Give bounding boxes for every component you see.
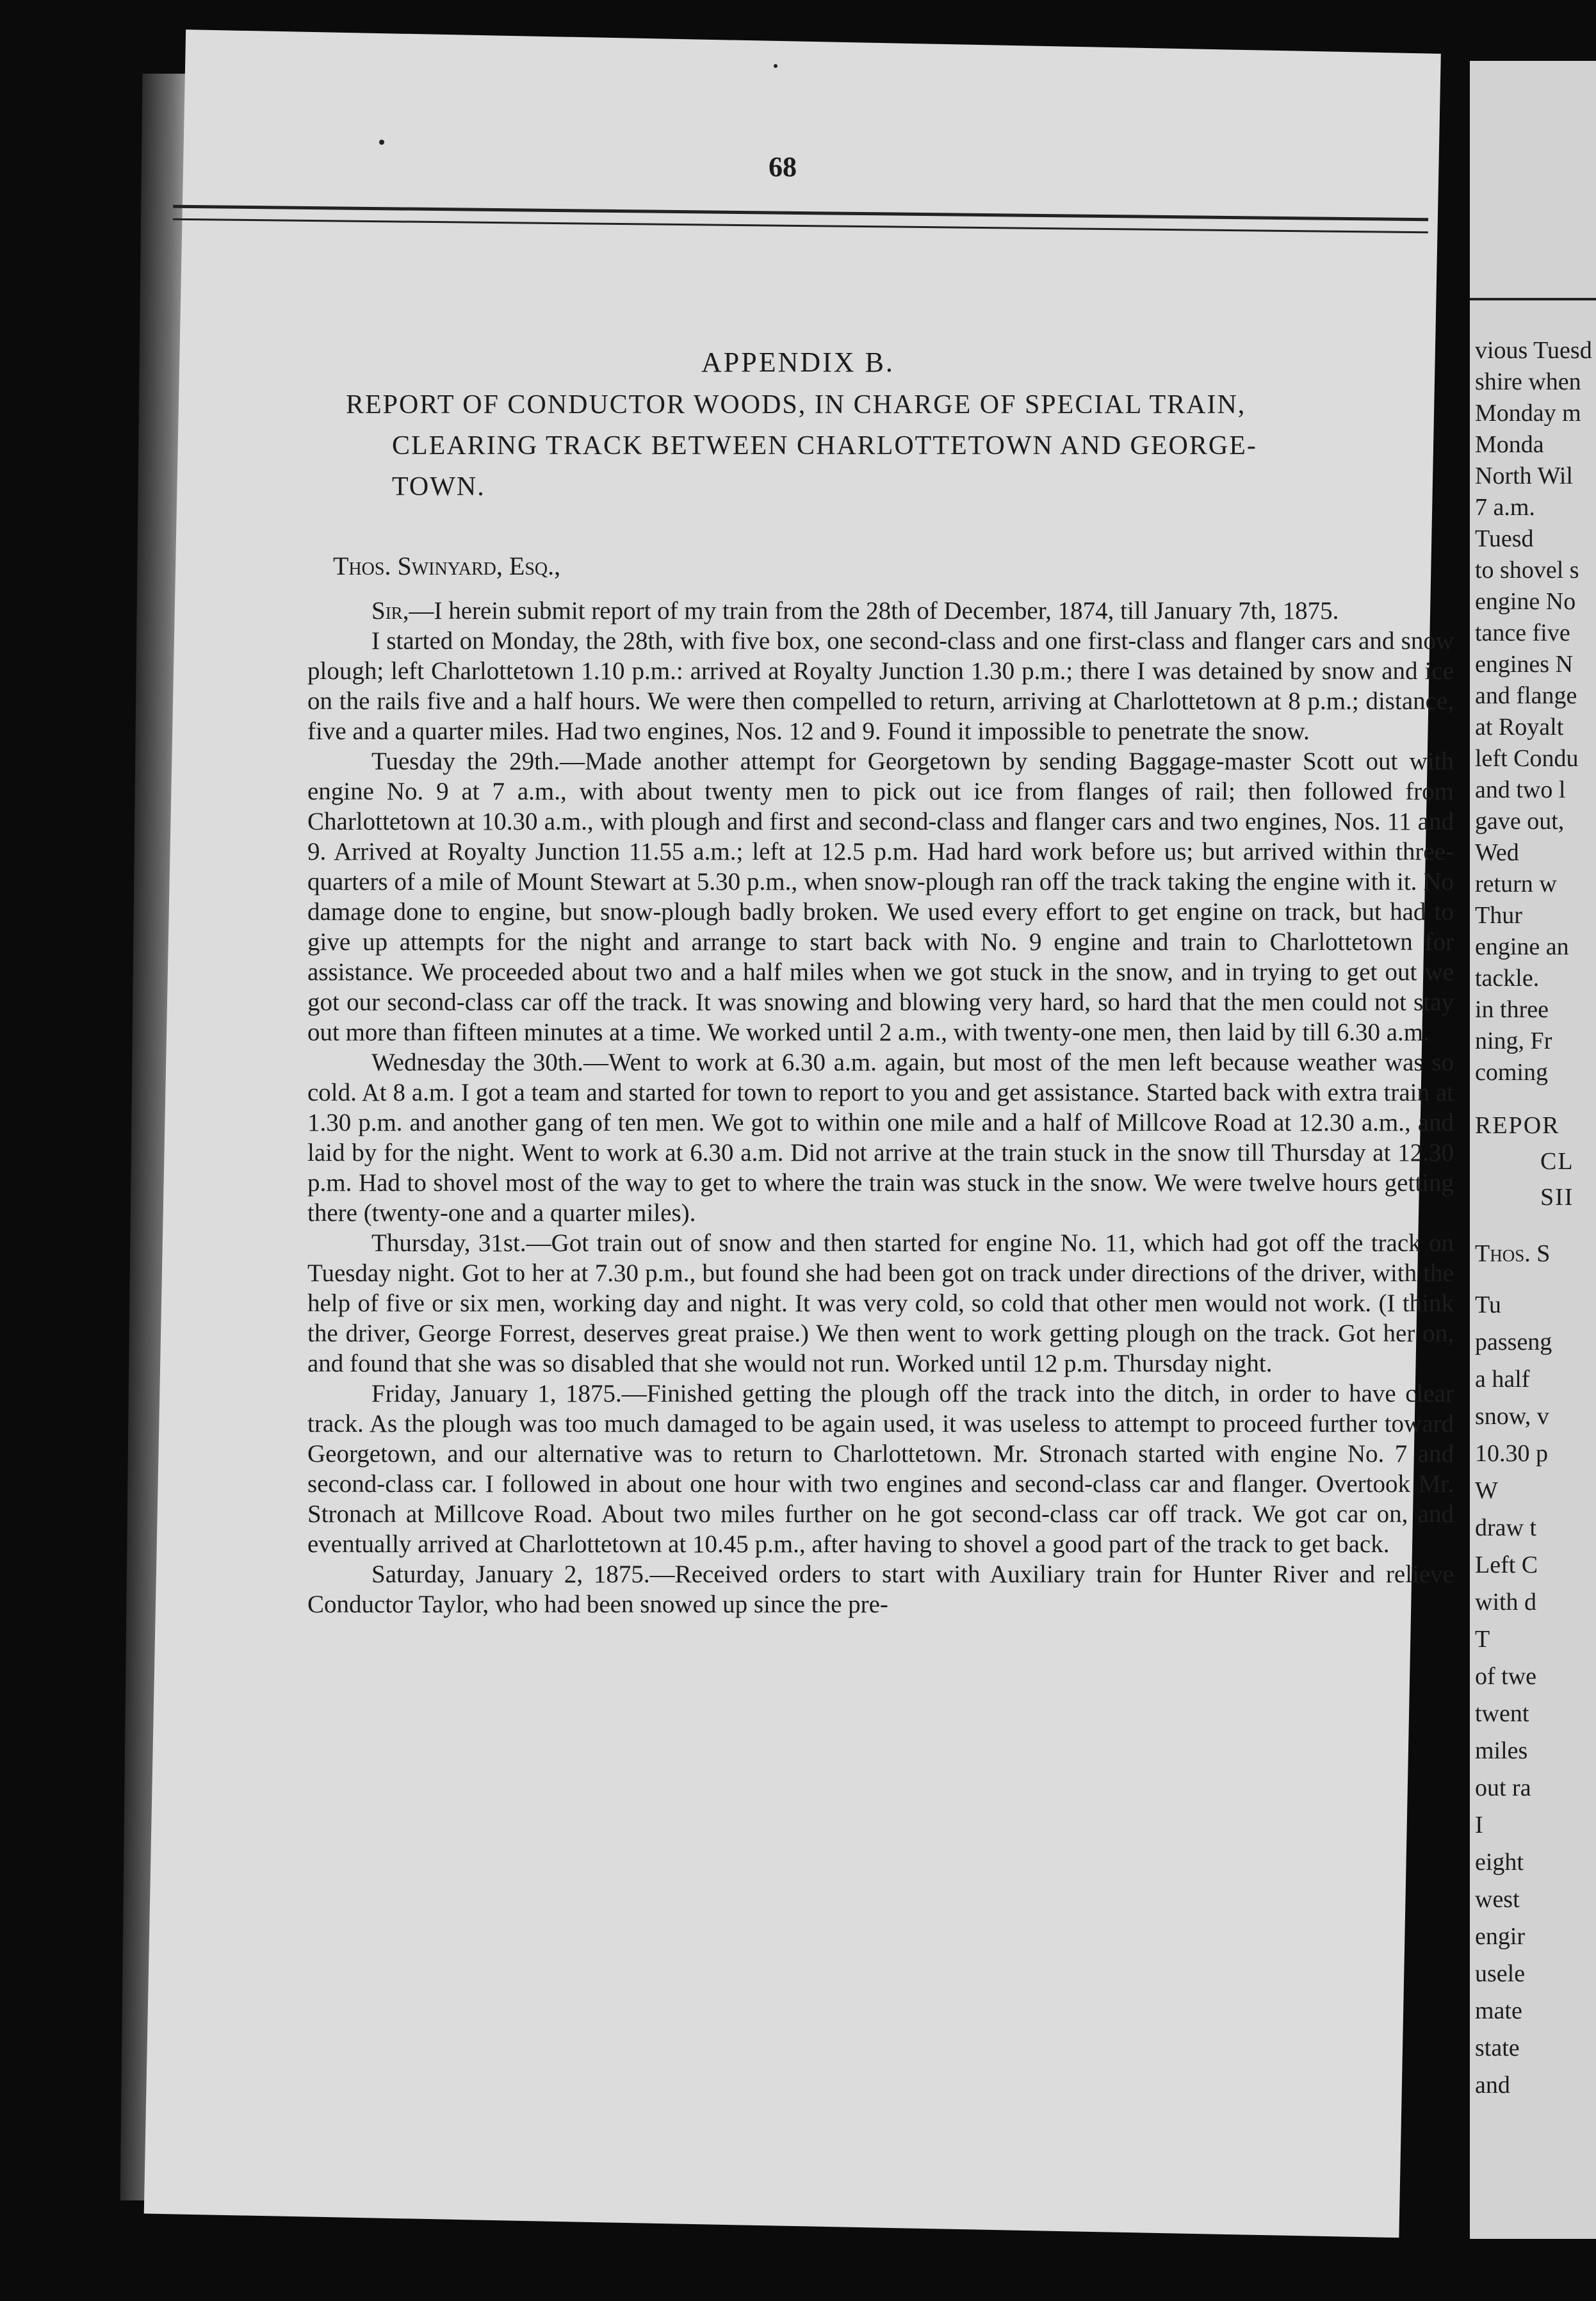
facing-page-line: mate	[1475, 1997, 1522, 2024]
paragraph-text: —I herein submit report of my train from the 28th of December, 1874, till January 7th, 1875.	[409, 597, 1339, 625]
facing-page-line: miles	[1475, 1737, 1528, 1764]
facing-page-line: North Wil	[1475, 463, 1573, 489]
facing-page-line: I	[1475, 1812, 1483, 1838]
page-number: 68	[769, 151, 797, 183]
appendix-heading: APPENDIX B.	[701, 347, 895, 378]
paragraph	[307, 1379, 1454, 1559]
facing-page-line: tance five	[1475, 619, 1570, 646]
report-title-line: CLEARING TRACK BETWEEN CHARLOTTETOWN AND GEORGE-	[392, 431, 1257, 461]
facing-page-line: and	[1475, 2072, 1510, 2099]
facing-page-line: and two l	[1475, 776, 1566, 803]
facing-page-line: with d	[1475, 1589, 1537, 1616]
paragraph	[307, 746, 1454, 1047]
facing-page-line: coming	[1475, 1059, 1548, 1086]
paragraph-lead: Sir,	[371, 597, 409, 625]
facing-page-line: engines N	[1475, 651, 1574, 678]
report-title-line: TOWN.	[392, 472, 485, 502]
facing-page-line: vious Tuesd	[1475, 337, 1592, 364]
facing-page-line: Left C	[1475, 1552, 1538, 1578]
paragraph	[307, 626, 1454, 746]
report-title-line: REPORT OF CONDUCTOR WOODS, IN CHARGE OF SPECIAL TRAIN,	[346, 390, 1246, 420]
facing-page-line: Monday m	[1475, 400, 1581, 427]
facing-page-rule	[1470, 298, 1596, 307]
facing-page	[1470, 61, 1596, 2239]
facing-page-line: return w	[1475, 871, 1557, 897]
facing-page-line: Monda	[1475, 431, 1544, 458]
facing-page-line: and flange	[1475, 682, 1577, 709]
paragraph-text: Wednesday the 30th.—Went to work at 6.30 a.m. again, but most of the men left because weather was so cold. At 8 a.m. I got a team and started for town to report to you and get assistance. Started back with extra train at 1.30 p.m. and another gang of ten men. We got to within one mile and a half of Millcove Road at 12.30 a.m., and laid by for the night. Went to work at 6.30 a.m. Did not arrive at the train stuck in the snow till Thursday at 12.30 p.m. Had to shovel most of the way to get to where the train was stuck in the snow. We were twelve hours getting there (twenty-one and a quarter miles).	[307, 1049, 1454, 1227]
facing-page-line: usele	[1475, 1960, 1526, 1987]
paragraph-text: Thursday, 31st.—Got train out of snow and then started for engine No. 11, which had got off the track on Tuesday night. Got to her at 7.30 p.m., but found she had been got on track under directions of the driver, with the help of five or six men, working day and night. It was very cold, so cold that other men would not work. (I think the driver, George Forrest, deserves great praise.) We then went to work getting plough on the track. Got her on, and found that she was so disabled that she would not run. Worked until 12 p.m. Thursday night.	[307, 1229, 1454, 1377]
salutation: Thos. Swinyard, Esq.,	[333, 552, 561, 580]
facing-page-line: ning, Fr	[1475, 1028, 1552, 1054]
facing-page-line: state	[1475, 2035, 1520, 2061]
facing-page-line: shire when	[1475, 368, 1581, 395]
paragraph-text: Friday, January 1, 1875.—Finished getting the plough off the track into the ditch, in order to have clear track. As the plough was too much damaged to be again used, it was useless to attempt to proceed further toward Georgetown, and our alternative was to return to Charlottetown. Mr. Stronach started with engine No. 7 and second-class car. I followed in about one hour with two engines and second-class car and flanger. Overtook Mr. Stronach at Millcove Road. About two miles further on he got second-class car off track. We got car on, and eventually arrived at Charlottetown at 10.45 p.m., after having to shovel a good part of the track to get back.	[307, 1380, 1454, 1558]
facing-page-line: snow, v	[1475, 1403, 1549, 1430]
facing-page-line: W	[1475, 1477, 1498, 1504]
facing-page-line: passeng	[1475, 1329, 1552, 1355]
paragraph	[307, 596, 1454, 626]
facing-page-line: in three	[1475, 996, 1549, 1023]
facing-page-line: out ra	[1475, 1774, 1531, 1801]
paragraph-text: Saturday, January 2, 1875.—Received orders to start with Auxiliary train for Hunter River and relieve Conductor Taylor, who had been snowed up since the pre-	[307, 1560, 1454, 1618]
report-body	[307, 596, 1454, 1619]
facing-page-line: Tu	[1475, 1291, 1501, 1318]
facing-page-line: eight	[1475, 1849, 1524, 1876]
paragraph	[307, 1559, 1454, 1619]
facing-heading-line: SII	[1540, 1184, 1574, 1211]
report-title	[346, 384, 1454, 507]
facing-page-line: west	[1475, 1886, 1520, 1913]
facing-page-line: a half	[1475, 1366, 1530, 1393]
facing-page-line: twent	[1475, 1700, 1529, 1727]
paragraph-text: I started on Monday, the 28th, with five box, one second-class and one first-class and flanger cars and snow plough; left Charlottetown 1.10 p.m.: arrived at Royalty Junction 1.30 p.m.; there I was detained by snow and ice on the rails five and a half hours. We were then compelled to return, arriving at Charlottetown at 8 p.m.; distance, five and a quarter miles. Had two engines, Nos. 12 and 9. Found it impossible to penetrate the snow.	[307, 627, 1454, 745]
paragraph	[307, 1228, 1454, 1379]
facing-page-line: engine No	[1475, 588, 1576, 615]
facing-page-line: engir	[1475, 1923, 1526, 1950]
scan-speck	[379, 140, 384, 145]
facing-heading-line: CL	[1540, 1148, 1574, 1175]
facing-page-line: left Condu	[1475, 745, 1579, 772]
facing-page-line: 7 a.m.	[1475, 494, 1535, 521]
facing-page-line: draw t	[1475, 1514, 1537, 1541]
paragraph	[307, 1047, 1454, 1228]
paragraph-text: Tuesday the 29th.—Made another attempt for Georgetown by sending Baggage-master Scott out with engine No. 9 at 7 a.m., with about twenty men to pick out ice from flanges of rail; then followed from Charlottetown at 10.30 a.m., with plough and first and second-class and flanger cars and two engines, Nos. 11 and 9. Arrived at Royalty Junction 11.55 a.m.; left at 12.5 p.m. Had hard work before us; but arrived within three-quarters of a mile of Mount Stewart at 5.30 p.m., when snow-plough ran off the track taking the engine with it. No damage done to engine, but snow-plough badly broken. We used every effort to get engine on track, but had to give up attempts for the night and arrange to start back with No. 9 engine and train to Charlottetown for assistance. We proceeded about two and a half miles when we got stuck in the snow, and in trying to get out we got our second-class car off the track. It was snowing and blowing very hard, so hard that the men could not stay out more than fifteen minutes at a time. We worked until 2 a.m., with twenty-one men, then laid by till 6.30 a.m.	[307, 748, 1454, 1046]
facing-page-line: gave out,	[1475, 808, 1565, 835]
facing-page-line: to shovel s	[1475, 557, 1579, 584]
facing-page-line: at Royalt	[1475, 714, 1564, 741]
facing-page-line: Tuesd	[1475, 525, 1534, 552]
facing-page-line: of twe	[1475, 1663, 1537, 1690]
facing-page-line: T	[1475, 1626, 1490, 1653]
facing-page-line: tackle.	[1475, 965, 1540, 992]
facing-page-line: Thur	[1475, 902, 1522, 929]
facing-salutation: Thos. S	[1475, 1240, 1551, 1267]
facing-page-line: Wed	[1475, 839, 1519, 866]
scan-speck	[774, 64, 778, 68]
facing-heading-line: REPOR	[1475, 1112, 1560, 1139]
facing-page-line: 10.30 p	[1475, 1440, 1548, 1467]
facing-page-line: engine an	[1475, 933, 1569, 960]
